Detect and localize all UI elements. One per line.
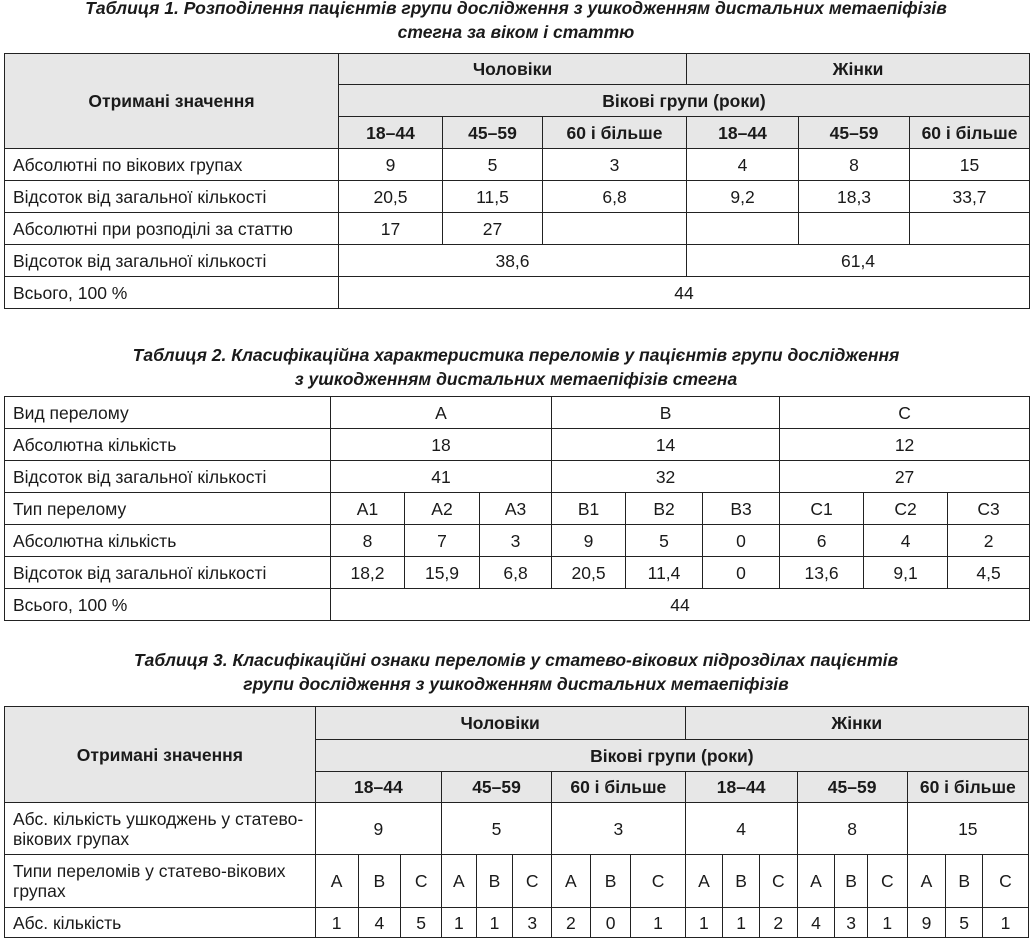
cell: 3 [835,908,868,938]
cell: 5 [442,803,552,855]
cell: 9 [315,803,441,855]
cell: C [867,855,907,908]
cell: 3 [543,149,687,181]
row-label: Абс. кількість [5,908,316,938]
cell: A [797,855,835,908]
cell: 1 [631,908,685,938]
t1-age-col: 18–44 [687,117,799,149]
t3-women-header: Жінки [685,707,1028,740]
cell: 27 [443,213,543,245]
cell: A [552,855,591,908]
cell: 4 [687,149,799,181]
t1-header-label: Отримані значення [5,54,339,149]
cell: 3 [513,908,552,938]
table-row [5,429,1030,461]
table1 [4,53,1030,309]
cell: 1 [442,908,477,938]
cell: 5 [626,525,703,557]
table-row [5,277,1030,309]
row-label: Тип перелому [5,493,331,525]
cell: 1 [476,908,513,938]
cell: C3 [948,493,1030,525]
cell: 33,7 [910,181,1030,213]
row-label: Відсоток від загальної кількості [5,557,331,589]
cell: 9 [339,149,443,181]
cell: B1 [552,493,626,525]
row-label: Абс. кількість ушкоджень у статево-вікових групах [5,803,316,855]
cell: 8 [797,803,907,855]
cell: 27 [780,461,1030,493]
cell: 15,9 [405,557,480,589]
cell: 2 [759,908,797,938]
cell: 9,1 [864,557,948,589]
cell: C [780,397,1030,429]
cell: A2 [405,493,480,525]
table2-title-line2: з ушкодженням дистальних метаепіфізів стегна [294,369,738,389]
cell: 15 [910,149,1030,181]
t1-women-header: Жінки [687,54,1030,85]
row-label: Всього, 100 % [5,589,331,621]
cell: C2 [864,493,948,525]
cell: 4 [358,908,401,938]
cell: C [631,855,685,908]
cell: 5 [946,908,983,938]
t1-age-col: 60 і більше [910,117,1030,149]
cell: 0 [590,908,631,938]
table1-title-line1: Таблиця 1. Розподілення пацієнтів групи дослідження з ушкодженням дистальних метаепіфізів [85,0,947,18]
table-row [5,589,1030,621]
table-row [5,908,1029,938]
cell: 1 [315,908,358,938]
cell: 8 [799,149,910,181]
cell: 4 [864,525,948,557]
t3-age-col: 18–44 [315,772,441,803]
cell: 41 [331,461,552,493]
t3-age-col: 60 і більше [552,772,686,803]
cell: A [685,855,723,908]
cell: 9,2 [687,181,799,213]
cell: 4 [797,908,835,938]
table2 [4,396,1030,621]
cell: A3 [480,493,552,525]
t3-age-groups-header: Вікові групи (роки) [315,740,1028,772]
cell: A1 [331,493,405,525]
t1-age-groups-header: Вікові групи (роки) [339,85,1030,117]
table-row [5,213,1030,245]
table-row [5,397,1030,429]
table3 [4,706,1029,938]
table3-caption [0,648,1032,696]
cell: 9 [907,908,946,938]
cell: 61,4 [687,245,1030,277]
cell: 12 [780,429,1030,461]
cell [543,213,687,245]
table2-title-line1: Таблиця 2. Класифікаційна характеристика переломів у пацієнтів групи дослідження [132,345,900,365]
cell: 2 [552,908,591,938]
cell: C [759,855,797,908]
cell: C [401,855,442,908]
t3-men-header: Чоловіки [315,707,685,740]
cell: 20,5 [552,557,626,589]
cell: 2 [948,525,1030,557]
cell: 3 [552,803,686,855]
row-label: Відсоток від загальної кількості [5,245,339,277]
cell: 6,8 [543,181,687,213]
cell: 38,6 [339,245,687,277]
cell: B [358,855,401,908]
table-row [5,525,1030,557]
table-row [5,245,1030,277]
cell: 32 [552,461,780,493]
cell: 4,5 [948,557,1030,589]
cell: A [442,855,477,908]
cell [910,213,1030,245]
t3-age-col: 60 і більше [907,772,1028,803]
row-label: Абсолютна кількість [5,429,331,461]
cell: B [946,855,983,908]
cell: 20,5 [339,181,443,213]
cell: 5 [443,149,543,181]
cell: 3 [480,525,552,557]
cell: 17 [339,213,443,245]
cell: C1 [780,493,864,525]
row-label: Відсоток від загальної кількості [5,181,339,213]
table-row [5,149,1030,181]
t3-age-col: 18–44 [685,772,797,803]
cell: B [835,855,868,908]
cell: 1 [867,908,907,938]
cell: 6 [780,525,864,557]
table3-title-line2: групи дослідження з ушкодженням дистальних метаепіфізів [243,674,789,694]
cell: 6,8 [480,557,552,589]
cell: 8 [331,525,405,557]
cell: B [476,855,513,908]
cell: 18 [331,429,552,461]
table-row [5,855,1029,908]
cell: 11,5 [443,181,543,213]
cell: A [315,855,358,908]
cell: B3 [703,493,780,525]
t1-age-col: 60 і більше [543,117,687,149]
cell: B [590,855,631,908]
table-row [5,461,1030,493]
cell: B [723,855,760,908]
cell: B [552,397,780,429]
cell: 4 [685,803,797,855]
table1-title-line2: стегна за віком і статтю [397,22,635,42]
cell: 5 [401,908,442,938]
row-label: Всього, 100 % [5,277,339,309]
row-label: Абсолютні при розподілі за статтю [5,213,339,245]
cell: A [907,855,946,908]
cell: 15 [907,803,1028,855]
cell: C [983,855,1029,908]
t1-men-header: Чоловіки [339,54,687,85]
cell: 1 [983,908,1029,938]
t1-age-col: 18–44 [339,117,443,149]
cell: 18,2 [331,557,405,589]
table1-caption [0,0,1032,44]
cell: 0 [703,557,780,589]
t1-age-col: 45–59 [799,117,910,149]
row-label: Відсоток від загальної кількості [5,461,331,493]
row-label: Вид перелому [5,397,331,429]
row-label: Абсолютні по вікових групах [5,149,339,181]
table-row [5,803,1029,855]
cell: 44 [331,589,1030,621]
t1-age-col: 45–59 [443,117,543,149]
cell: 9 [552,525,626,557]
cell: 11,4 [626,557,703,589]
cell: 1 [685,908,723,938]
table2-caption [0,343,1032,391]
cell: 14 [552,429,780,461]
cell: 13,6 [780,557,864,589]
t3-header-label: Отримані значення [5,707,316,803]
cell: 7 [405,525,480,557]
table-row [5,493,1030,525]
row-label: Абсолютна кількість [5,525,331,557]
t3-age-col: 45–59 [797,772,907,803]
cell: 44 [339,277,1030,309]
row-label: Типи переломів у статево-вікових групах [5,855,316,908]
cell: 0 [703,525,780,557]
cell [687,213,799,245]
cell: A [331,397,552,429]
cell [799,213,910,245]
cell: C [513,855,552,908]
cell: 1 [723,908,760,938]
t3-age-col: 45–59 [442,772,552,803]
table-row [5,181,1030,213]
table-row [5,557,1030,589]
cell: 18,3 [799,181,910,213]
cell: B2 [626,493,703,525]
table3-title-line1: Таблиця 3. Класифікаційні ознаки переломів у статево-вікових підрозділах пацієнтів [133,650,899,670]
